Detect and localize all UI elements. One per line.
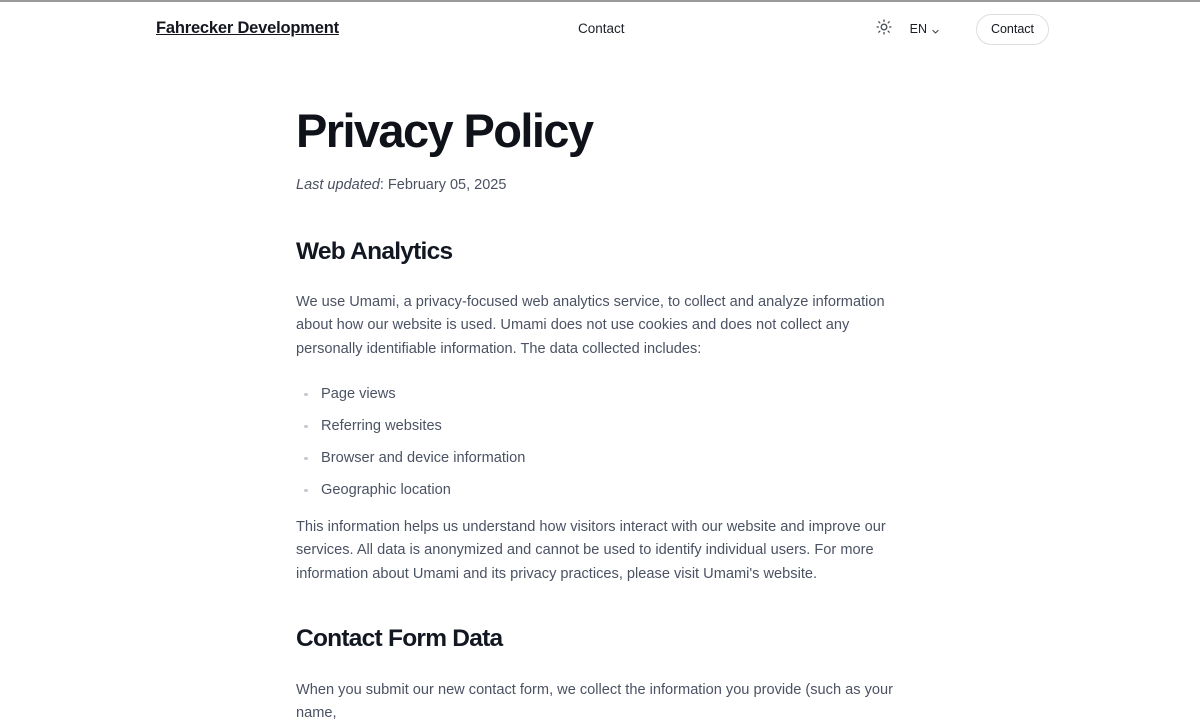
bullet-icon (304, 457, 308, 461)
list-item-label: Page views (321, 386, 396, 402)
page-title: Privacy Policy (296, 104, 593, 157)
list-item (296, 410, 525, 442)
contact-cta-button[interactable]: Contact (976, 14, 1049, 45)
bullet-icon (304, 393, 308, 397)
contact-form-data-paragraph: When you submit our new contact form, we collect the information you provide (such as your name, (296, 682, 893, 722)
header-actions (872, 12, 1049, 46)
site-header (0, 2, 1200, 55)
language-selector-label: EN (909, 22, 927, 36)
section-heading-contact-form-data: Contact Form Data (296, 625, 503, 652)
theme-toggle-button[interactable] (872, 17, 896, 41)
nav-link-contact[interactable]: Contact (578, 21, 625, 36)
site-brand[interactable]: Fahrecker Development (156, 19, 339, 37)
last-updated (296, 175, 506, 195)
list-item-label: Geographic location (321, 482, 451, 498)
chevron-down-icon (931, 24, 940, 33)
section-heading-web-analytics: Web Analytics (296, 238, 453, 265)
sun-icon (876, 19, 892, 40)
list-item (296, 442, 525, 474)
bullet-icon (304, 489, 308, 493)
bullet-icon (304, 425, 308, 429)
list-item-label: Browser and device information (321, 450, 526, 466)
list-item (296, 378, 525, 410)
list-item-label: Referring websites (321, 418, 442, 434)
web-analytics-closing-paragraph: This information helps us understand how visitors interact with our website and improve our services. All data is anonymized and cannot be used to identify individual users. For more information about Umami and its privacy practices, please visit Umami's website. (296, 519, 886, 582)
last-updated-label: Last updated (296, 177, 380, 193)
language-selector[interactable] (910, 21, 940, 37)
web-analytics-data-list (296, 378, 525, 506)
list-item (296, 474, 525, 506)
last-updated-value: : February 05, 2025 (379, 177, 507, 193)
web-analytics-intro-paragraph: We use Umami, a privacy-focused web analytics service, to collect and analyze information about how our website is used. Umami does not use cookies and does not collect any personally identifiable information. The data collected includes: (296, 294, 885, 357)
